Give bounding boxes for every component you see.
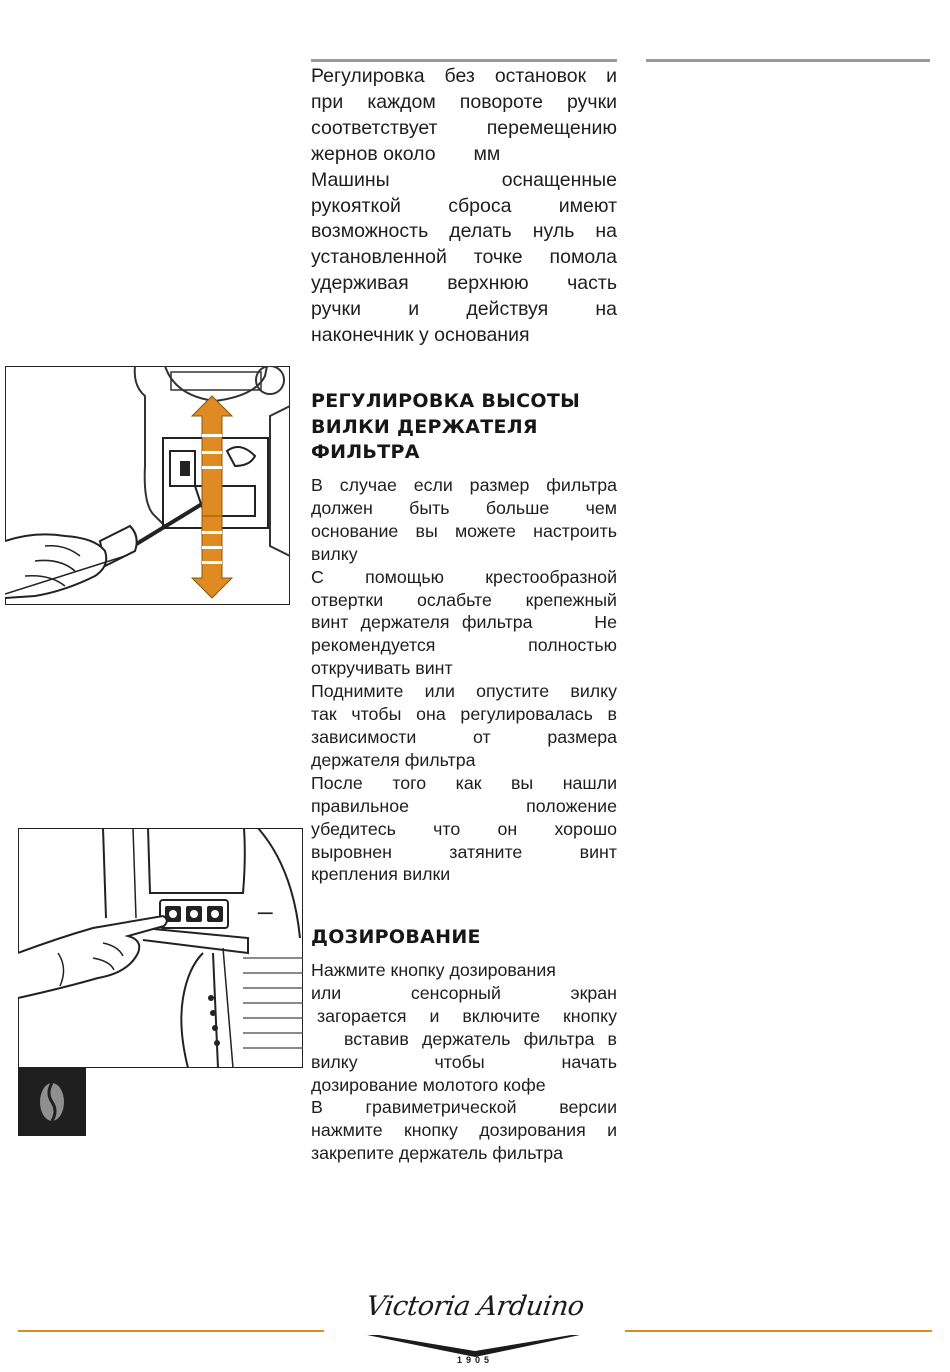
brand-year: 1905 (456, 1355, 494, 1365)
brand-logo (365, 1285, 585, 1372)
svg-text:━━━: ━━━ (258, 909, 273, 918)
body-line: или сенсорный экран (311, 982, 617, 1003)
body-line: После того как вы нашли (311, 772, 617, 793)
body-line: дозирование молотого кофе (311, 1074, 546, 1095)
body-line: убедитесь что он хорошо (311, 818, 617, 839)
footer-rule-left (18, 1330, 324, 1332)
top-rule-left (311, 59, 617, 62)
intro-line: рукояткой сброса имеют (311, 194, 617, 217)
body-line: Поднимите или опустите вилку (311, 681, 617, 702)
body-line: правильное положение (311, 795, 617, 816)
body-line: Нажмите кнопку дозирования (311, 960, 556, 980)
intro-line: соответствует перемещению (311, 116, 617, 139)
heading-line: ФИЛЬТРА (311, 441, 420, 463)
body-line: крепления вилки (311, 864, 451, 885)
fork-adjustment-illustration (5, 366, 290, 605)
intro-line: возможность делать нуль на (311, 220, 617, 243)
body-line: вилку (311, 543, 358, 564)
body-line: должен быть больше чем (311, 497, 617, 518)
body-line: отвертки ослабьте крепежный (311, 589, 617, 610)
intro-line: Регулировка без остановок и (311, 65, 617, 87)
body-line: основание вы можете настроить (311, 520, 617, 541)
body-line: нажмите кнопку дозирования и (311, 1120, 617, 1141)
intro-line: ручки и действуя на (311, 298, 617, 321)
body-line: вилку чтобы начать (311, 1051, 617, 1072)
brand-wordmark: Victoria Arduino (364, 1291, 586, 1322)
intro-paragraph (311, 64, 617, 349)
body-line: винт держателя фильтра Не (311, 612, 617, 633)
intro-line: наконечник у основания (311, 324, 530, 347)
body-line: держателя фильтра (311, 749, 476, 770)
body-line: В гравиметрической версии (311, 1097, 617, 1118)
top-rule-right (646, 59, 930, 62)
dosing-button-illustration (18, 828, 303, 1068)
heading-line: РЕГУЛИРОВКА ВЫСОТЫ (311, 390, 581, 412)
intro-line: установленной точке помола (311, 246, 617, 269)
heading-line: ВИЛКИ ДЕРЖАТЕЛЯ (311, 415, 538, 438)
body-line: откручивать винт (311, 658, 453, 679)
fork-section-heading (311, 389, 617, 466)
fork-section-body (311, 474, 617, 886)
body-line: так чтобы она регулировалась в (311, 704, 617, 725)
footer-rule-right (625, 1330, 932, 1332)
body-line: выровнен затяните винт (311, 841, 617, 862)
body-line: вставив держатель фильтра в (344, 1028, 617, 1049)
intro-line: удерживая верхнюю часть (311, 272, 617, 295)
body-line: загорается и включите кнопку (317, 1005, 617, 1026)
body-line: В случае если размер фильтра (311, 475, 617, 495)
intro-line: Машины оснащенные (311, 168, 617, 191)
heading-line: ДОЗИРОВАНИЕ (311, 926, 481, 948)
coffee-bean-badge (18, 1068, 86, 1136)
body-line: С помощью крестообразной (311, 566, 617, 587)
body-line: зависимости от размера (311, 726, 617, 747)
intro-line: жернов около мм (311, 142, 501, 165)
intro-line: при каждом повороте ручки (311, 90, 617, 113)
dosing-section-heading (311, 925, 617, 951)
body-line: рекомендуется полностью (311, 635, 617, 656)
dosing-section-body (311, 959, 617, 1165)
body-line: закрепите держатель фильтра (311, 1143, 564, 1164)
